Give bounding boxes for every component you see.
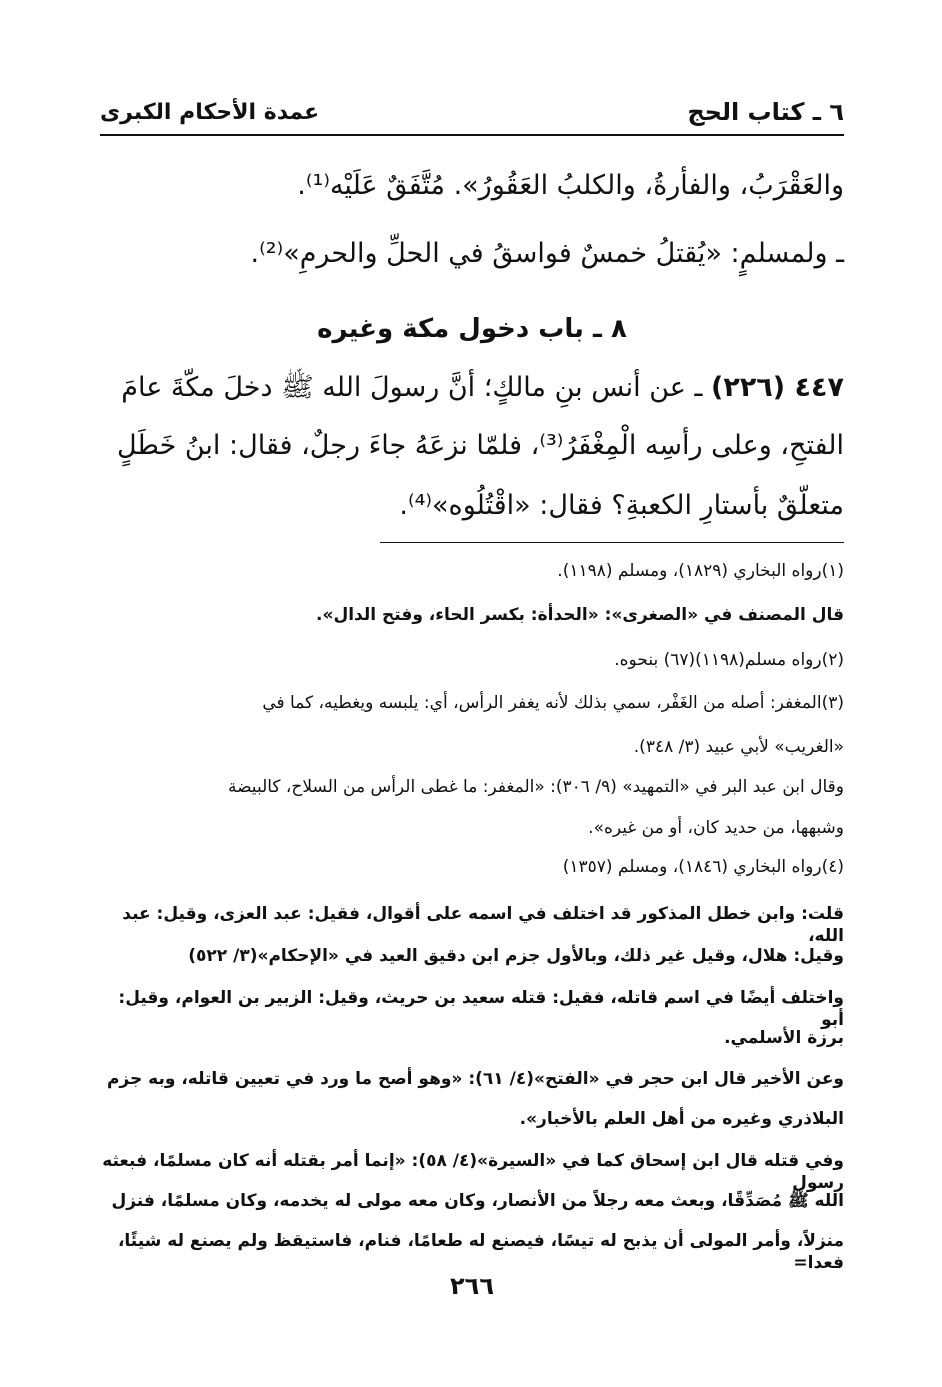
footnote-4-note: الله ﷺ مُصَدِّقًا، وبعث معه رجلاً من الأنصار، وكان معه مولى له يخدمه، وكان مسلمًا، فنزل <box>111 1191 844 1211</box>
footnote-4-note: وقيل: هلال، وقيل غير ذلك، وبالأول جزم ابن دقيق العيد في «الإحكام»(٣/ ٥٢٢) <box>188 946 844 966</box>
footnote-1-note: قال المصنف في «الصغرى»: «الحدأة: بكسر الحاء، وفتح الدال». <box>316 605 844 625</box>
text-line: والعَقْرَبُ، والفأرةُ، والكلبُ العَقُورُ». مُتَّفَقٌ عَلَيْه⁽¹⁾. <box>297 170 844 201</box>
running-header <box>100 98 844 132</box>
footnote-4-note: واختلف أيضًا في اسم قاتله، فقيل: قتله سعيد بن حريث، وقيل: الزبير بن العوام، وقيل: أبو <box>118 988 844 1030</box>
chapter-title: ٦ ـ كتاب الحج <box>687 98 844 126</box>
hadith-text: ـ عن أنس بنِ مالكٍ؛ أنَّ رسولَ الله ﷺ دخلَ مكّةَ عامَ <box>121 372 703 403</box>
footnote-4: (٤)رواه البخاري (١٨٤٦)، ومسلم (١٣٥٧) <box>562 857 844 877</box>
footnote-2: (٢)رواه مسلم(١١٩٨)(٦٧) بنحوه. <box>614 650 844 670</box>
footnote-4-note: قلت: وابن خطل المذكور قد اختلف في اسمه على أقوال، فقيل: عبد العزى، وقيل: عبد الله، <box>122 904 844 946</box>
footnote-4-note: برزة الأسلمي. <box>724 1028 844 1048</box>
footnote-3-line: وقال ابن عبد البر في «التمهيد» (٩/ ٣٠٦): «المغفر: ما غطى الرأس من السلاح، كالبيضة <box>227 777 844 797</box>
text-line: الفتحِ، وعلى رأسِه الْمِغْفَرُ⁽³⁾، فلمّا نزعَهُ جاءَ رجلٌ، فقال: ابنُ خَطَلٍ <box>116 430 844 461</box>
book-title: عمدة الأحكام الكبرى <box>100 100 320 125</box>
header-rule <box>100 134 844 136</box>
text-line: ـ ولمسلمٍ: «يُقتلُ خمسٌ فواسقُ في الحلِّ والحرمِ»⁽²⁾. <box>250 238 844 269</box>
footnote-3-line: «الغريب» لأبي عبيد (٣/ ٣٤٨). <box>633 737 844 757</box>
footnote-4-note: منزلاً، وأمر المولى أن يذبح له تيسًا، فيصنع له طعامًا، فنام، فاستيقظ ولم يصنع له شيئًا، فعدا= <box>117 1231 844 1273</box>
footnote-4-note: البلاذري وغيره من أهل العلم بالأخبار». <box>519 1109 844 1129</box>
footnote-4-note: وعن الأخير قال ابن حجر في «الفتح»(٤/ ٦١): «وهو أصح ما ورد في تعيين قاتله، وبه جزم <box>106 1069 844 1089</box>
footnote-3-line: وشبهها، من حديد كان، أو من غيره». <box>588 818 844 838</box>
footnote-3: (٣)المغفر: أصله من الغَفْر، سمي بذلك لأنه يغفر الرأس، أي: يلبسه ويغطيه، كما في <box>262 693 844 713</box>
text-line: متعلّقٌ بأستارِ الكعبةِ؟ فقال: «اقْتُلُوه»⁽⁴⁾. <box>399 490 844 521</box>
footnote-separator <box>380 542 844 543</box>
hadith-number: ٤٤٧ (٢٢٦) <box>711 372 844 403</box>
hadith-first-line <box>100 370 844 410</box>
section-heading: ٨ ـ باب دخول مكة وغيره <box>317 314 627 344</box>
footnote-1: (١)رواه البخاري (١٨٢٩)، ومسلم (١١٩٨). <box>557 561 844 581</box>
footnote-4-note: وفي قتله قال ابن إسحاق كما في «السيرة»(٤/ ٥٨): «إنما أمر بقتله أنه كان مسلمًا، فبعثه رسول <box>102 1151 844 1193</box>
page-number: ٢٦٦ <box>450 1272 494 1300</box>
